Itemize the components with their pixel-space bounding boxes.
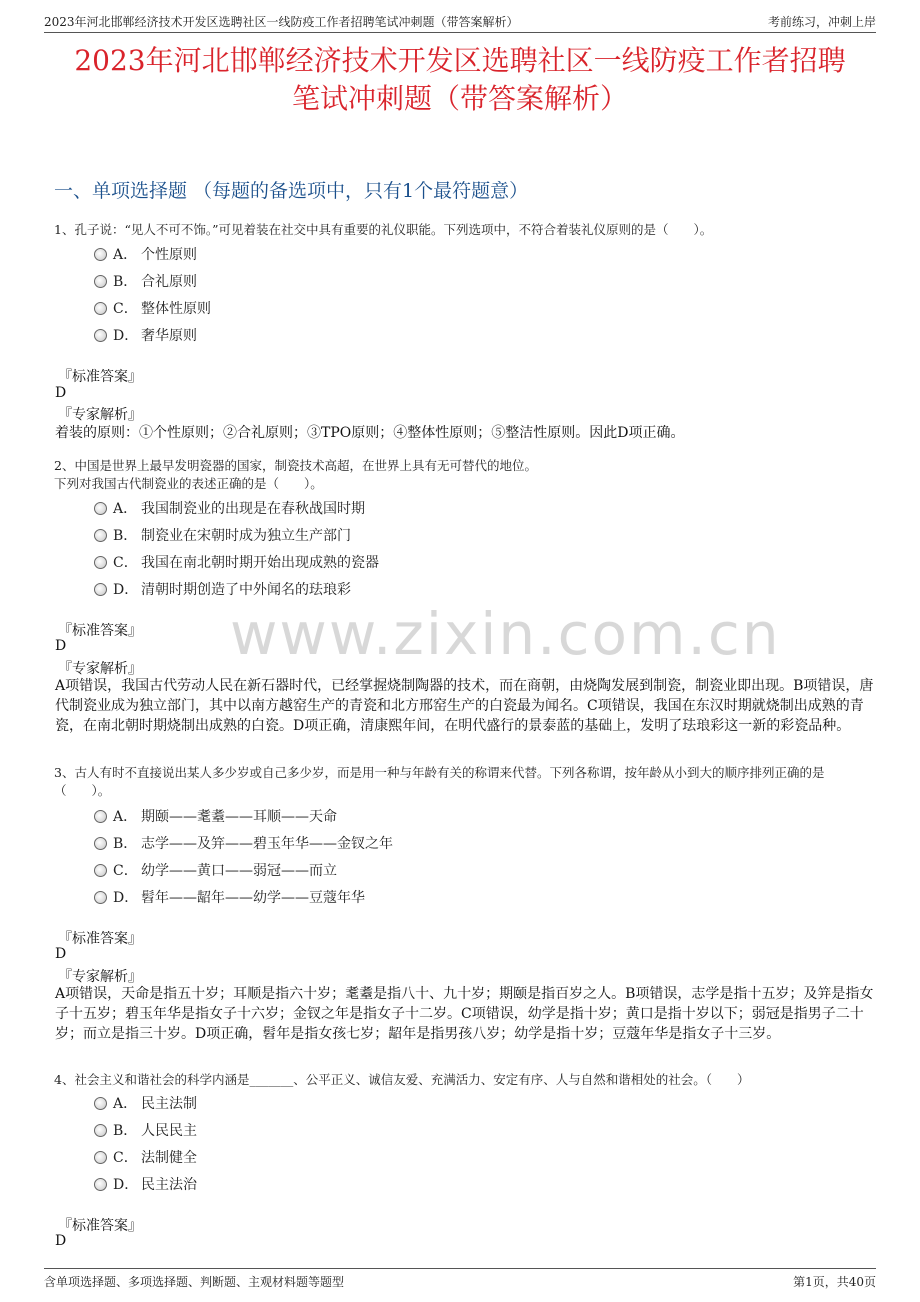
radio-icon[interactable] bbox=[94, 837, 107, 850]
question-2-stem-line-2: 下列对我国古代制瓷业的表述正确的是（ ）。 bbox=[54, 476, 323, 491]
page-number: 第1页，共40页 bbox=[793, 1275, 876, 1289]
question-1-answer-label: 『标准答案』 bbox=[58, 369, 142, 385]
question-3-analysis: A项错误，天命是指五十岁；耳顺是指六十岁；耄耋是指八十、九十岁；期颐是指百岁之人。B项错误，志学是指十五岁；及笄是指女子十五岁；碧玉年华是指女子十六岁；金钗之年是指女子十二岁。C项错误，幼学是指十岁；黄口是指十岁以下；弱冠是指男子二十岁；而立是指三十岁。D项正确，髫年是指女孩七岁；龆年是指男孩八岁；幼学是指十岁；豆蔻年华是指女子十三岁。 bbox=[55, 986, 874, 1042]
radio-icon[interactable] bbox=[94, 1124, 107, 1137]
question-2-option-d[interactable]: D． 清朝时期创造了中外闻名的珐琅彩 bbox=[94, 579, 351, 599]
question-4-stem: 4、社会主义和谐社会的科学内涵是_______、公平正义、诚信友爱、充满活力、安定有序、人与自然和谐相处的社会。（ ） bbox=[54, 1072, 750, 1087]
question-4-answer: D bbox=[55, 1233, 67, 1249]
question-1-analysis-label: 『专家解析』 bbox=[58, 407, 142, 423]
question-2-option-a[interactable]: A． 我国制瓷业的出现是在春秋战国时期 bbox=[94, 498, 365, 518]
radio-icon[interactable] bbox=[94, 583, 107, 596]
question-3-answer: D bbox=[55, 946, 67, 962]
question-4-option-d[interactable]: D． 民主法治 bbox=[94, 1174, 197, 1194]
question-1-answer: D bbox=[55, 385, 67, 401]
question-2-option-b[interactable]: B． 制瓷业在宋朝时成为独立生产部门 bbox=[94, 525, 351, 545]
question-1-stem: 1、孔子说：“见人不可不饰。”可见着装在社交中具有重要的礼仪职能。下列选项中，不符合着装礼仪原则的是（ ）。 bbox=[54, 222, 713, 237]
question-4-option-a[interactable]: A． 民主法制 bbox=[94, 1093, 197, 1113]
question-4-option-b[interactable]: B． 人民民主 bbox=[94, 1120, 197, 1140]
question-4-option-c[interactable]: C． 法制健全 bbox=[94, 1147, 197, 1167]
footer-question-types: 含单项选择题、多项选择题、判断题、主观材料题等题型 bbox=[44, 1275, 345, 1289]
question-3-option-d[interactable]: D． 髫年——龆年——幼学——豆蔻年华 bbox=[94, 887, 365, 907]
question-2-analysis-label: 『专家解析』 bbox=[58, 661, 142, 677]
radio-icon[interactable] bbox=[94, 275, 107, 288]
question-1-option-b[interactable]: B． 合礼原则 bbox=[94, 271, 197, 291]
radio-icon[interactable] bbox=[94, 529, 107, 542]
radio-icon[interactable] bbox=[94, 891, 107, 904]
question-2-option-c[interactable]: C． 我国在南北朝时期开始出现成熟的瓷器 bbox=[94, 552, 379, 572]
radio-icon[interactable] bbox=[94, 502, 107, 515]
radio-icon[interactable] bbox=[94, 556, 107, 569]
title-line-2: 笔试冲刺题（带答案解析） bbox=[291, 82, 628, 115]
page-header bbox=[44, 10, 876, 33]
header-doc-title: 2023年河北邯郸经济技术开发区选聘社区一线防疫工作者招聘笔试冲刺题（带答案解析） bbox=[44, 15, 519, 29]
question-3-option-b[interactable]: B． 志学——及笄——碧玉年华——金钗之年 bbox=[94, 833, 393, 853]
question-2-analysis: A项错误，我国古代劳动人民在新石器时代，已经掌握烧制陶器的技术，而在商朝，由烧陶发展到制瓷，制瓷业即出现。B项错误，唐代制瓷业成为独立部门，其中以南方越窑生产的青瓷和北方邢窑生产的白瓷最为闻名。C项错误，我国在东汉时期就烧制出成熟的青瓷，在南北朝时期烧制出成熟的白瓷。D项正确，清康熙年间，在明代盛行的景泰蓝的基础上，发明了珐琅彩这一新的彩瓷品种。 bbox=[55, 678, 874, 734]
radio-icon[interactable] bbox=[94, 810, 107, 823]
question-2-answer-label: 『标准答案』 bbox=[58, 623, 142, 639]
question-2-stem: 2、中国是世界上最早发明瓷器的国家，制瓷技术高超，在世界上具有无可替代的地位。 bbox=[54, 458, 537, 473]
radio-icon[interactable] bbox=[94, 864, 107, 877]
question-3-stem: 3、古人有时不直接说出某人多少岁或自己多少岁，而是用一种与年龄有关的称谓来代替。下列各称谓，按年龄从小到大的顺序排列正确的是（ ）。 bbox=[54, 765, 825, 798]
question-3-option-c[interactable]: C． 幼学——黄口——弱冠——而立 bbox=[94, 860, 337, 880]
radio-icon[interactable] bbox=[94, 1097, 107, 1110]
radio-icon[interactable] bbox=[94, 248, 107, 261]
question-2-answer: D bbox=[55, 638, 67, 654]
question-1-option-d[interactable]: D． 奢华原则 bbox=[94, 325, 197, 345]
page-footer bbox=[44, 1268, 876, 1291]
question-3-answer-label: 『标准答案』 bbox=[58, 931, 142, 947]
question-4-answer-label: 『标准答案』 bbox=[58, 1218, 142, 1234]
question-3-analysis-label: 『专家解析』 bbox=[58, 969, 142, 985]
header-slogan: 考前练习，冲刺上岸 bbox=[767, 15, 876, 29]
radio-icon[interactable] bbox=[94, 1178, 107, 1191]
question-1-analysis: 着装的原则：①个性原则；②合礼原则；③TPO原则；④整体性原则；⑤整洁性原则。因此D项正确。 bbox=[55, 425, 685, 441]
question-3-option-a[interactable]: A． 期颐——耄耋——耳顺——天命 bbox=[94, 806, 337, 826]
title-line-1: 2023年河北邯郸经济技术开发区选聘社区一线防疫工作者招聘 bbox=[74, 44, 846, 77]
watermark: www.zixin.com.cn bbox=[230, 600, 781, 668]
document-title bbox=[40, 42, 880, 118]
radio-icon[interactable] bbox=[94, 329, 107, 342]
radio-icon[interactable] bbox=[94, 302, 107, 315]
question-1-option-a[interactable]: A． 个性原则 bbox=[94, 244, 197, 264]
radio-icon[interactable] bbox=[94, 1151, 107, 1164]
section-title: 一、单项选择题 （每题的备选项中，只有1个最符题意） bbox=[54, 180, 529, 202]
question-1-option-c[interactable]: C． 整体性原则 bbox=[94, 298, 211, 318]
